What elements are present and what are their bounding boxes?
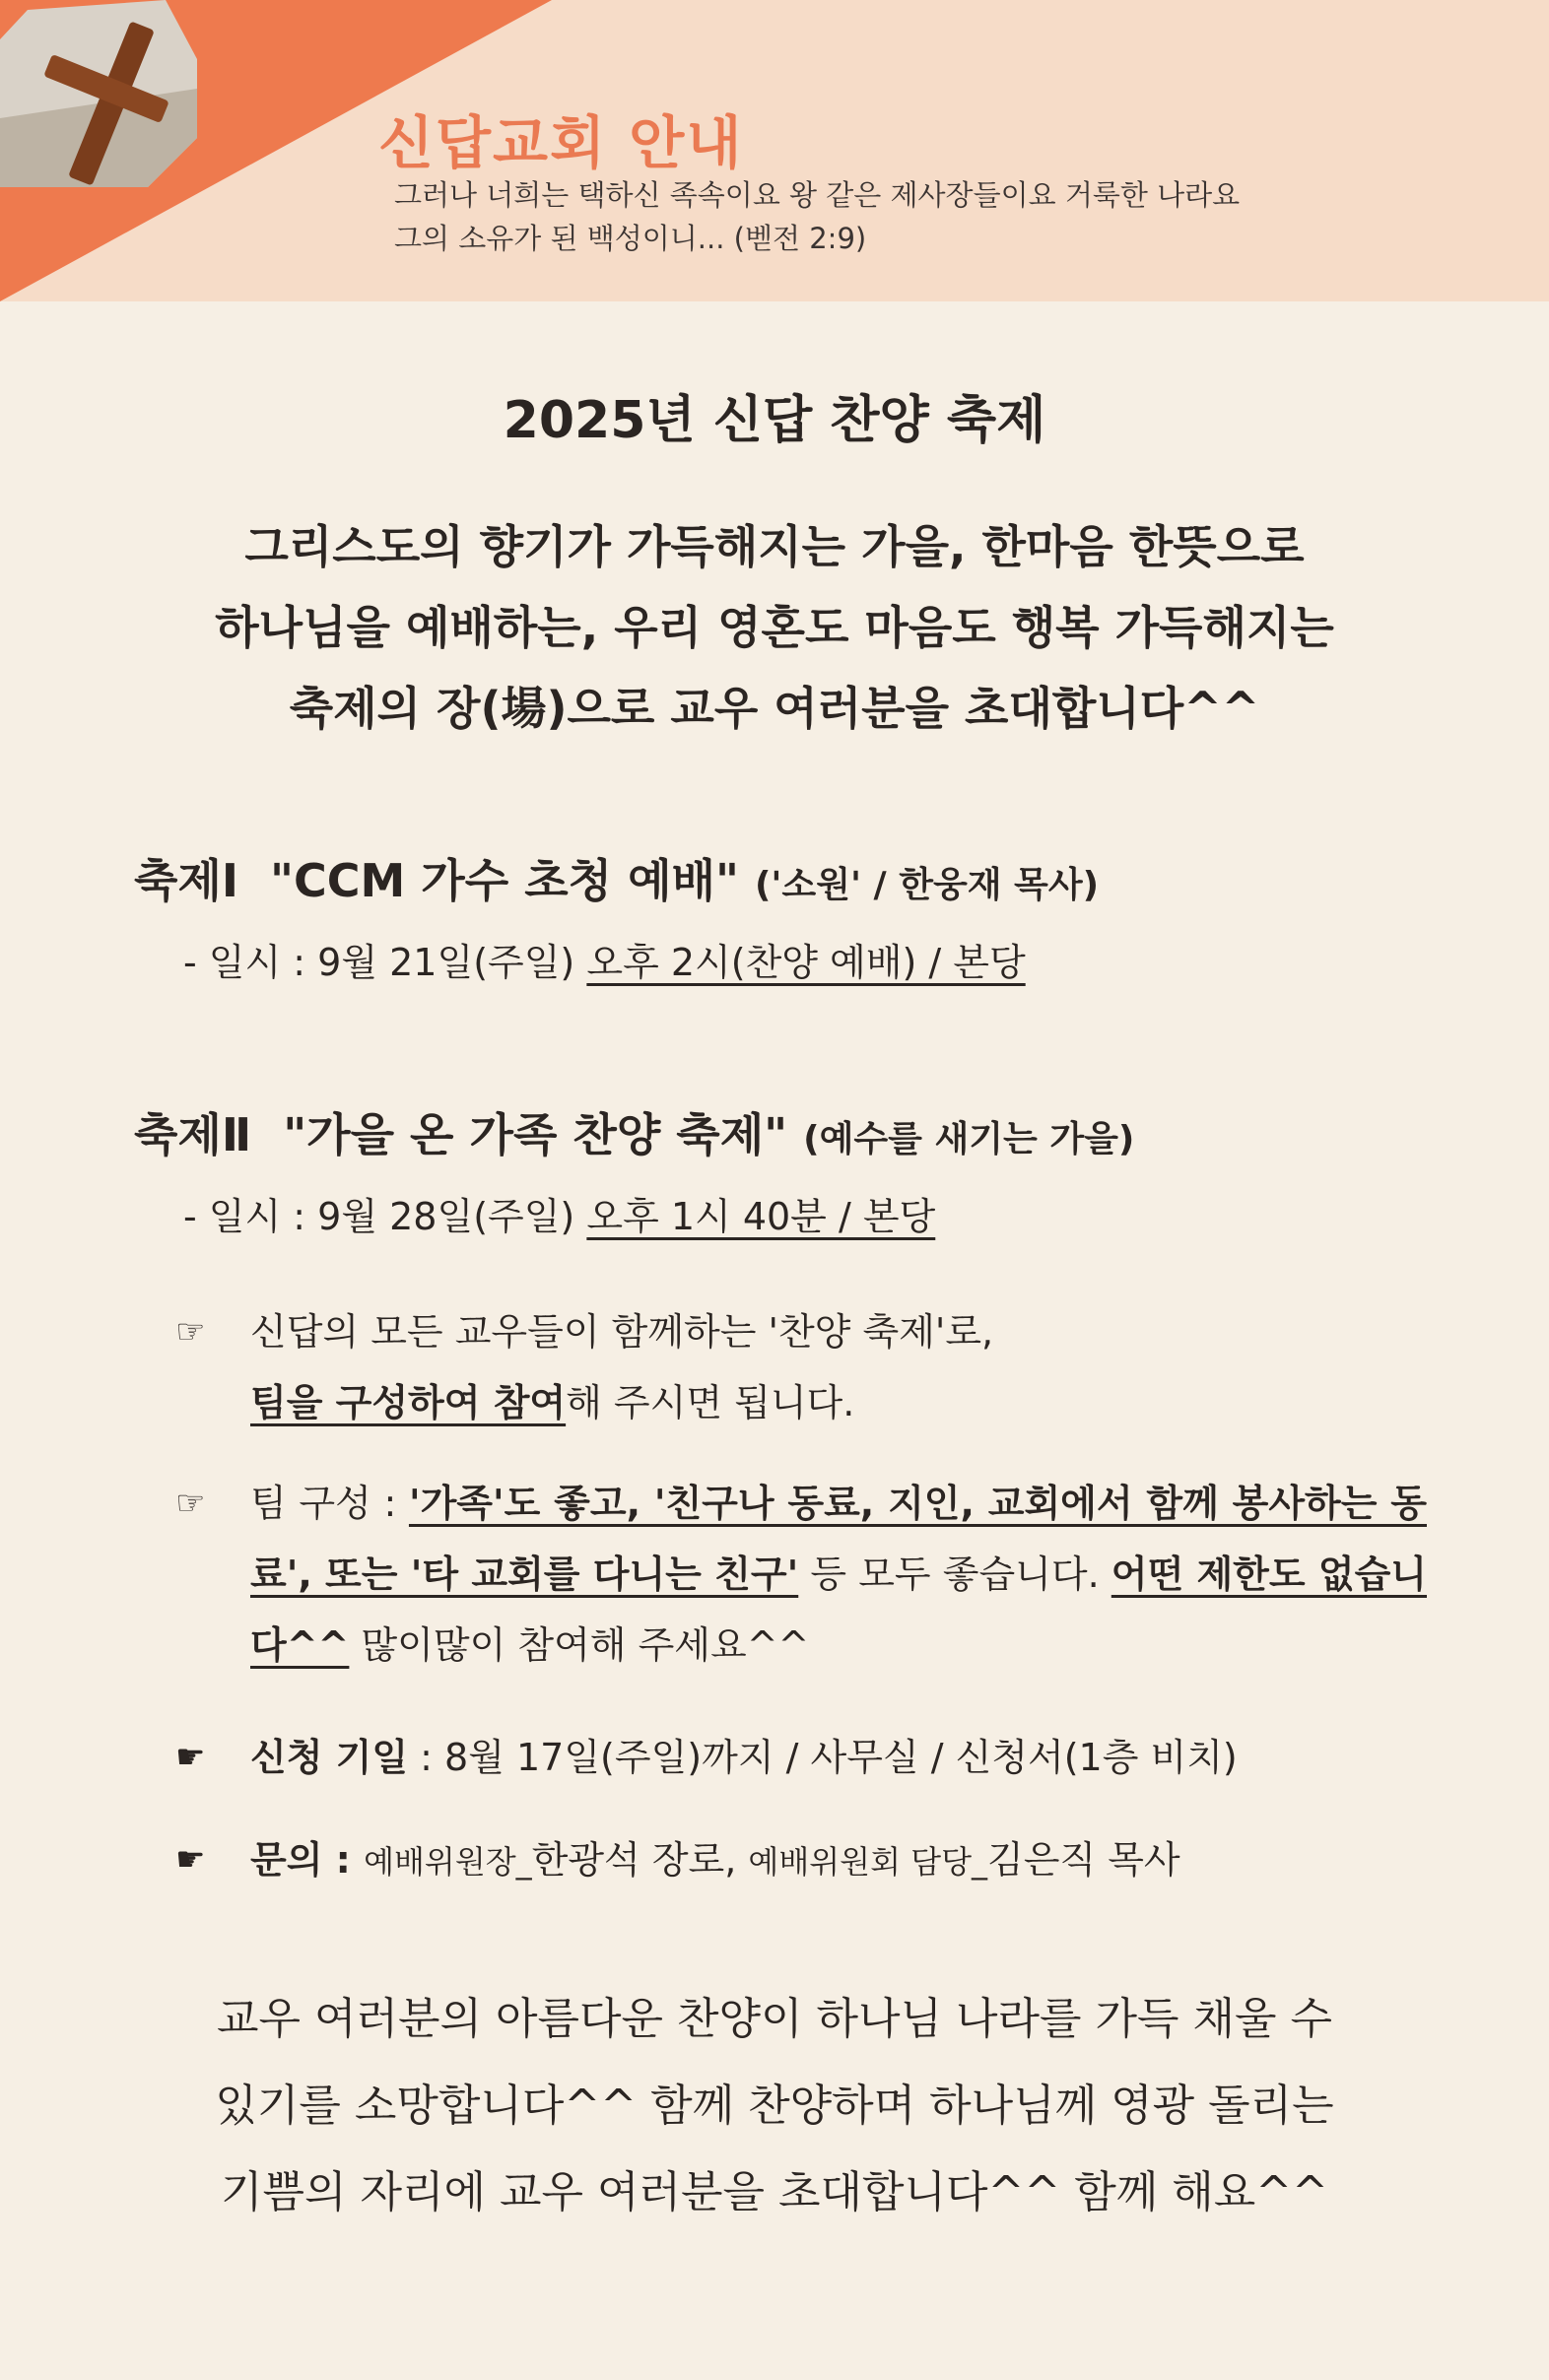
festival-2-name: "가을 온 가족 찬양 축제" bbox=[283, 1108, 788, 1161]
bullet-participation bbox=[175, 1296, 1427, 1438]
bullet-2-underline-2: 어떤 제한도 없습니다^^ bbox=[250, 1553, 1428, 1667]
header-title: 신답교회 안내 bbox=[378, 109, 744, 176]
festival-2-date bbox=[183, 1186, 935, 1240]
intro-line-1: 그리스도의 향기가 가득해지는 가을, 한마음 한뜻으로 bbox=[244, 520, 1305, 573]
festival-2-date-highlight: 오후 1시 40분 / 본당 bbox=[586, 1195, 936, 1238]
festival-1-date bbox=[183, 932, 1026, 986]
bullet-deadline bbox=[175, 1722, 1427, 1793]
pointing-hand-icon: ☛ bbox=[175, 1840, 206, 1880]
bullet-participation-text bbox=[250, 1296, 1427, 1438]
intro-line-2: 하나님을 예배하는, 우리 영혼도 마음도 행복 가득해지는 bbox=[215, 601, 1334, 654]
bullet-4-role-1: 예배위원장_ bbox=[364, 1843, 532, 1881]
bullet-2-label: 팀 구성 : bbox=[250, 1482, 409, 1525]
festival-1-label: 축제Ⅰ bbox=[134, 854, 238, 907]
festival-1-note: ('소원' / 한웅재 목사) bbox=[754, 865, 1100, 905]
bullet-2-underline-1: '가족'도 좋고, '친구나 동료, 지인, 교회에서 함께 봉사하는 동료', 또는 '타 교회를 다니는 친구' bbox=[250, 1482, 1427, 1596]
intro-line-3: 축제의 장(場)으로 교우 여러분을 초대합니다^^ bbox=[289, 682, 1260, 735]
pointing-hand-icon: ☞ bbox=[175, 1312, 206, 1352]
cross-icon bbox=[0, 0, 197, 197]
festival-1-date-prefix: - 일시 : 9월 21일(주일) bbox=[183, 941, 575, 984]
bullet-team bbox=[175, 1468, 1427, 1681]
festival-2-label: 축제Ⅱ bbox=[134, 1108, 252, 1161]
bullet-2-text-2: 많이많이 참여해 주세요^^ bbox=[349, 1623, 810, 1667]
bullet-2-text-1: 등 모두 좋습니다. bbox=[798, 1553, 1111, 1596]
bullet-1-underline: 팀을 구성하여 참여 bbox=[250, 1381, 567, 1424]
closing-paragraph bbox=[148, 1976, 1401, 2236]
header-verse bbox=[394, 173, 1380, 260]
verse-line-2: 그의 소유가 된 백성이니... (벧전 2:9) bbox=[394, 222, 867, 255]
closing-line-3: 기쁨의 자리에 교우 여러분을 초대합니다^^ 함께 해요^^ bbox=[221, 2167, 1328, 2217]
festival-1-heading bbox=[134, 845, 1099, 910]
pointing-hand-icon: ☛ bbox=[175, 1738, 206, 1777]
bullet-3-label: 신청 기일 bbox=[250, 1736, 409, 1779]
bullet-contact-text bbox=[250, 1824, 1427, 1897]
bullet-1-text-1: 신답의 모든 교우들이 함께하는 '찬양 축제'로, bbox=[250, 1310, 994, 1354]
verse-line-1: 그러나 너희는 택하신 족속이요 왕 같은 제사장들이요 거룩한 나라요 bbox=[394, 178, 1241, 212]
bullet-1-text-2: 해 주시면 됩니다. bbox=[566, 1381, 855, 1424]
bullet-4-role-2: 예배위원회 담당_ bbox=[748, 1843, 987, 1881]
festival-2-note: (예수를 새기는 가을) bbox=[803, 1119, 1135, 1159]
bullet-4-colon: : bbox=[322, 1838, 365, 1882]
pointing-hand-icon: ☞ bbox=[175, 1484, 206, 1523]
festival-1-date-highlight: 오후 2시(찬양 예배) / 본당 bbox=[586, 941, 1026, 984]
bullet-deadline-text bbox=[250, 1722, 1427, 1793]
bullet-4-name-2: 김은직 목사 bbox=[986, 1838, 1180, 1882]
bullet-team-text bbox=[250, 1468, 1427, 1681]
bullet-4-name-1: 한광석 장로, bbox=[531, 1838, 749, 1882]
festival-2-date-prefix: - 일시 : 9월 28일(주일) bbox=[183, 1195, 575, 1238]
intro-paragraph bbox=[118, 506, 1431, 749]
bullet-3-text: : 8월 17일(주일)까지 / 사무실 / 신청서(1층 비치) bbox=[408, 1736, 1238, 1779]
festival-1-name: "CCM 가수 초청 예배" bbox=[270, 854, 739, 907]
closing-line-2: 있기를 소망합니다^^ 함께 찬양하며 하나님께 영광 돌리는 bbox=[215, 2081, 1334, 2131]
page-title: 2025년 신답 찬양 축제 bbox=[503, 391, 1046, 450]
bullet-4-label: 문의 bbox=[250, 1838, 323, 1882]
header-banner bbox=[0, 0, 1549, 301]
bullet-contact bbox=[175, 1824, 1427, 1897]
festival-2-heading bbox=[134, 1099, 1134, 1164]
closing-line-1: 교우 여러분의 아름다운 찬양이 하나님 나라를 가득 채울 수 bbox=[217, 1994, 1332, 2044]
